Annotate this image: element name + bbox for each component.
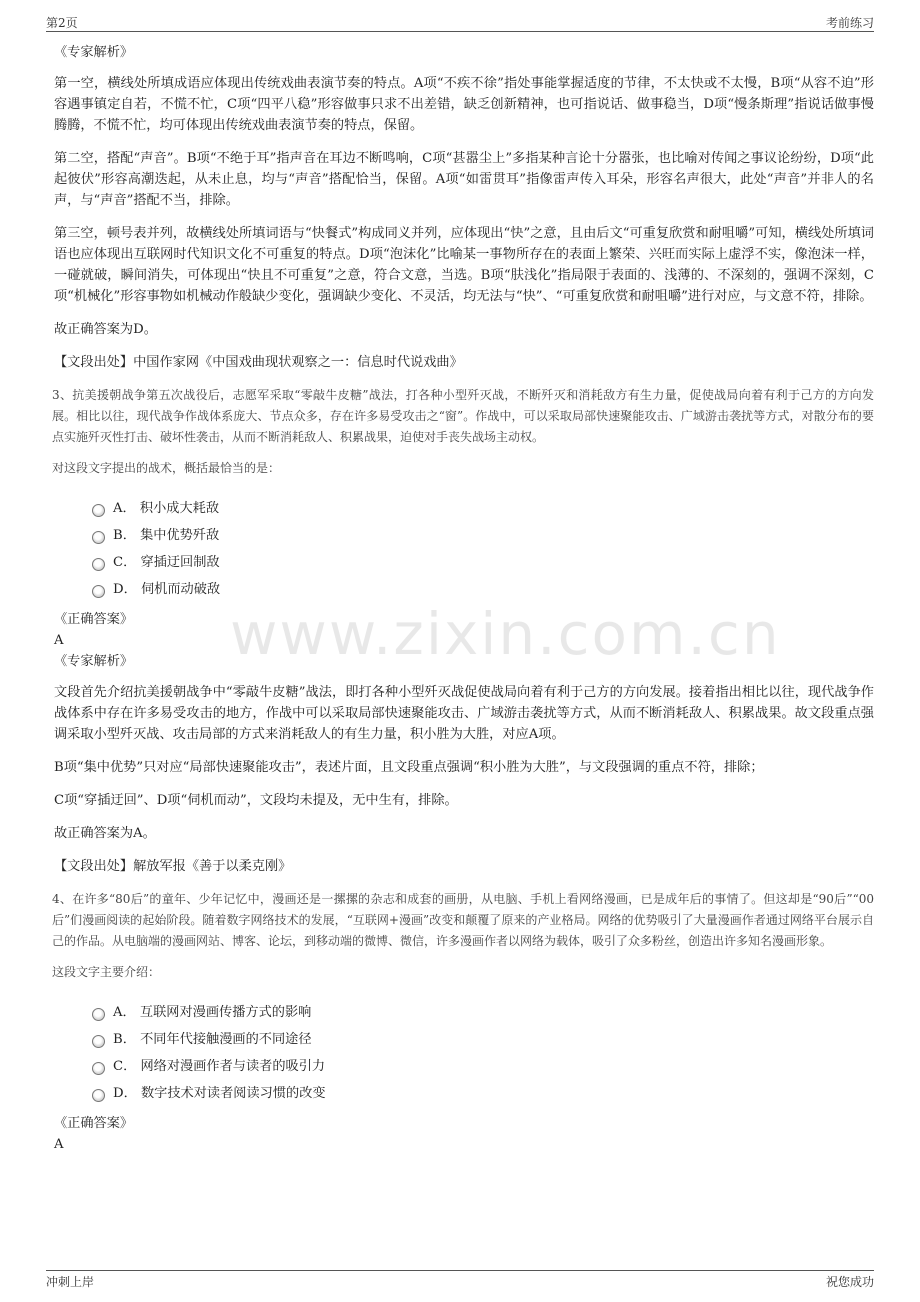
radio-icon[interactable] xyxy=(92,1089,105,1102)
analysis-paragraph: 第二空，搭配“声音”。B项“不绝于耳”指声音在耳边不断鸣响，C项“甚嚣尘上”多指某种言论十分嚣张，也比喻对传闻之事议论纷纷，D项“此起彼伏”形容高潮迭起，从未止息，均与“声音”搭配恰当，保留。A项“如雷贯耳”指像雷声传入耳朵，形容名声很大，此处“声音”并非人的名声，与“声音”搭配不当，排除。 xyxy=(54,151,874,208)
analysis-paragraph: 文段首先介绍抗美援朝战争中“零敲牛皮糖”战法，即打各种小型歼灭战促使战局向着有利于己方的方向发展。接着指出相比以往，现代战争作战体系中存在许多易受攻击的地方，作战中可以采取局部快速聚能攻击、广域游击袭扰等方式，从而不断消耗敌人、积累战果。故文段重点强调采取小型歼灭战、攻击局部的方式来消耗敌人的有生力量，积小胜为大胜，对应A项。 xyxy=(54,685,874,742)
option-label: D． 数字技术对读者阅读习惯的改变 xyxy=(113,1086,326,1101)
radio-icon[interactable] xyxy=(92,1062,105,1075)
radio-icon[interactable] xyxy=(92,504,105,517)
option-c[interactable] xyxy=(92,1053,874,1080)
correct-answer: A xyxy=(54,633,64,648)
question-4-stem: 这段文字主要介绍： xyxy=(52,965,161,979)
option-a[interactable] xyxy=(92,999,874,1026)
option-label: B． 不同年代接触漫画的不同途径 xyxy=(113,1032,312,1047)
answer-conclusion: 故正确答案为D。 xyxy=(54,322,157,337)
page-footer xyxy=(46,1270,874,1290)
option-label: C． 穿插迂回制敌 xyxy=(113,555,220,570)
option-label: D． 伺机而动破敌 xyxy=(113,582,221,597)
correct-answer: A xyxy=(54,1137,64,1152)
radio-icon[interactable] xyxy=(92,1035,105,1048)
radio-icon[interactable] xyxy=(92,558,105,571)
option-label: A． 积小成大耗敌 xyxy=(113,501,220,516)
source-citation: 【文段出处】中国作家网《中国戏曲现状观察之一：信息时代说戏曲》 xyxy=(54,355,463,370)
radio-icon[interactable] xyxy=(92,585,105,598)
analysis-label: 《专家解析》 xyxy=(54,654,134,669)
analysis-paragraph: 第一空，横线处所填成语应体现出传统戏曲表演节奏的特点。A项“不疾不徐”指处事能掌握适度的节律，不太快或不太慢，B项“从容不迫”形容遇事镇定自若，不慌不忙，C项“四平八稳”形容做事只求不出差错，缺乏创新精神，也可指说话、做事稳当，D项“慢条斯理”指说话做事慢腾腾，不慌不忙，均可体现出传统戏曲表演节奏的特点，保留。 xyxy=(54,76,874,133)
option-b[interactable] xyxy=(92,522,874,549)
question-4-options xyxy=(92,999,874,1107)
page-header xyxy=(46,12,874,32)
option-d[interactable] xyxy=(92,1080,874,1107)
correct-answer-label: 《正确答案》 xyxy=(54,1116,134,1131)
option-a[interactable] xyxy=(92,495,874,522)
option-label: A． 互联网对漫画传播方式的影响 xyxy=(113,1005,312,1020)
option-label: C． 网络对漫画作者与读者的吸引力 xyxy=(113,1059,326,1074)
analysis-paragraph: C项“穿插迂回”、D项“伺机而动”，文段均未提及，无中生有，排除。 xyxy=(54,793,458,808)
correct-answer-label: 《正确答案》 xyxy=(54,612,134,627)
analysis-paragraph: 第三空，顿号表并列，故横线处所填词语与“快餐式”构成同义并列，应体现出“快”之意，且由后文“可重复欣赏和耐咀嚼”可知，横线处所填词语也应体现出互联网时代知识文化不可重复的特点。D项“泡沫化”比喻某一事物所存在的表面上繁荣、兴旺而实际上虚浮不实，像泡沫一样，一碰就破，瞬间消失，可体现出“快且不可重复”之意，符合文意，当选。B项“肤浅化”指局限于表面的、浅薄的、不深刻的，强调不深刻，C项“机械化”形容事物如机械动作般缺少变化，强调缺少变化、不灵活，均无法与“快”、“可重复欣赏和耐咀嚼”进行对应，与文意不符，排除。 xyxy=(54,226,874,304)
analysis-label: 《专家解析》 xyxy=(54,45,134,60)
option-label: B． 集中优势歼敌 xyxy=(113,528,220,543)
option-d[interactable] xyxy=(92,576,874,603)
option-c[interactable] xyxy=(92,549,874,576)
radio-icon[interactable] xyxy=(92,1008,105,1021)
footer-right-text: 祝您成功 xyxy=(825,1275,874,1289)
question-3-options xyxy=(92,495,874,603)
question-3-text: 3、抗美援朝战争第五次战役后，志愿军采取“零敲牛皮糖”战法，打各种小型歼灭战，不断歼灭和消耗敌方有生力量，促使战局向着有利于己方的方向发展。相比以往，现代战争作战体系庞大、节点众多，存在许多易受攻击之“窗”。作战中，可以采取局部快速聚能攻击、广域游击袭扰等方式，对散分布的要点实施歼灭性打击、破坏性袭击，从而不断消耗敌人、积累战果，迫使对手丧失战场主动权。 xyxy=(52,388,874,444)
watermark: www.zixin.com.cn xyxy=(230,600,781,668)
question-3-stem: 对这段文字提出的战术，概括最恰当的是： xyxy=(52,461,281,475)
page-number: 第2页 xyxy=(46,16,78,30)
source-citation: 【文段出处】解放军报《善于以柔克刚》 xyxy=(54,859,292,874)
document-content xyxy=(54,42,874,1155)
answer-conclusion: 故正确答案为A。 xyxy=(54,826,156,841)
footer-left-text: 冲刺上岸 xyxy=(46,1275,95,1289)
question-4-text: 4、在许多“80后”的童年、少年记忆中，漫画还是一摞摞的杂志和成套的画册，从电脑、手机上看网络漫画，已是成年后的事情了。但这却是“90后”“00后”们漫画阅读的起始阶段。随着数字网络技术的发展，“互联网+漫画”改变和颠覆了原来的产业格局。网络的优势吸引了大量漫画作者通过网络平台展示自己的作品。从电脑端的漫画网站、博客、论坛，到移动端的微博、微信，许多漫画作者以网络为载体，吸引了众多粉丝，创造出许多知名漫画形象。 xyxy=(52,892,874,948)
analysis-paragraph: B项“集中优势”只对应“局部快速聚能攻击”，表述片面，且文段重点强调“积小胜为大胜”，与文段强调的重点不符，排除； xyxy=(54,760,764,775)
radio-icon[interactable] xyxy=(92,531,105,544)
header-title: 考前练习 xyxy=(825,16,874,30)
option-b[interactable] xyxy=(92,1026,874,1053)
